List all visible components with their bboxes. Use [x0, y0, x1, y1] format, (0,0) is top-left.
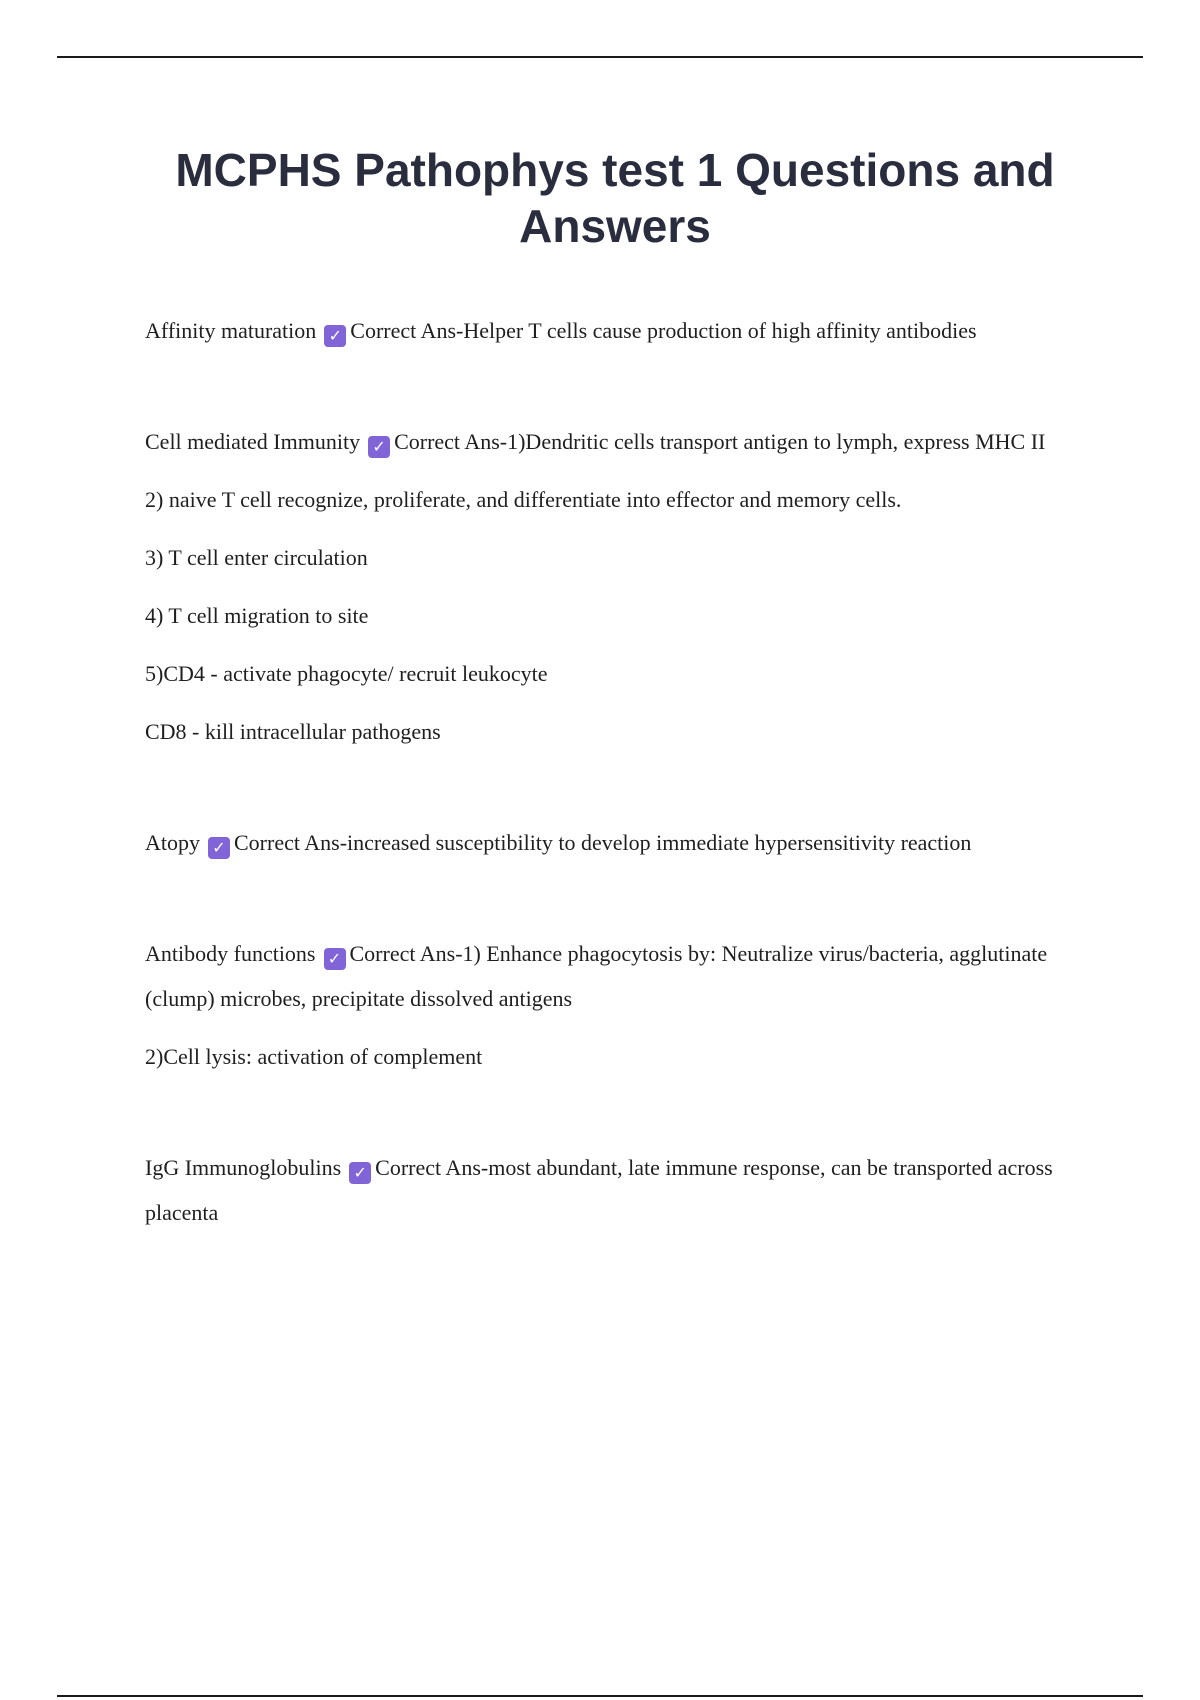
check-box-icon: ✓	[324, 325, 346, 347]
qa-term: Antibody functions	[145, 941, 316, 966]
qa-answer-line: 5)CD4 - activate phagocyte/ recruit leukocyte	[145, 661, 548, 686]
qa-answer: Correct Ans-1) Enhance phagocytosis by: Neutralize virus/bacteria, agglutinate (clump) microbes, precipitate dissolved antigens	[145, 941, 1048, 1011]
check-box-icon: ✓	[208, 837, 230, 859]
qa-line	[145, 931, 1090, 1021]
qa-entry	[145, 308, 1090, 353]
qa-line	[145, 419, 1090, 464]
qa-term: Cell mediated Immunity	[145, 429, 361, 454]
qa-entry	[145, 820, 1090, 865]
qa-entry	[145, 1145, 1090, 1235]
check-box-icon: ✓	[368, 436, 390, 458]
qa-answer: Correct Ans-1)Dendritic cells transport antigen to lymph, express MHC II	[394, 429, 1046, 454]
qa-line	[145, 1145, 1090, 1235]
check-box-icon: ✓	[349, 1162, 371, 1184]
qa-term: IgG Immunoglobulins	[145, 1155, 342, 1180]
top-rule	[57, 56, 1143, 58]
bottom-rule	[57, 1695, 1143, 1697]
qa-answer: Correct Ans-most abundant, late immune response, can be transported across placenta	[145, 1155, 1053, 1225]
qa-answer-line: CD8 - kill intracellular pathogens	[145, 719, 441, 744]
qa-answer: Correct Ans-increased susceptibility to develop immediate hypersensitivity reaction	[234, 830, 972, 855]
qa-answer-line: 4) T cell migration to site	[145, 603, 369, 628]
qa-term: Atopy	[145, 830, 200, 855]
qa-answer-line: 2)Cell lysis: activation of complement	[145, 1044, 483, 1069]
qa-answer-line: 3) T cell enter circulation	[145, 545, 368, 570]
qa-list	[145, 308, 1090, 1301]
qa-line	[145, 820, 1090, 865]
qa-answer: Correct Ans-Helper T cells cause production of high affinity antibodies	[350, 318, 977, 343]
qa-entry	[145, 419, 1090, 754]
check-box-icon: ✓	[324, 948, 346, 970]
qa-term: Affinity maturation	[145, 318, 317, 343]
qa-answer-line: 2) naive T cell recognize, proliferate, and differentiate into effector and memory cells.	[145, 487, 902, 512]
qa-entry	[145, 931, 1090, 1079]
page-title: MCPHS Pathophys test 1 Questions and Answers	[175, 144, 1055, 252]
qa-line	[145, 308, 1090, 353]
